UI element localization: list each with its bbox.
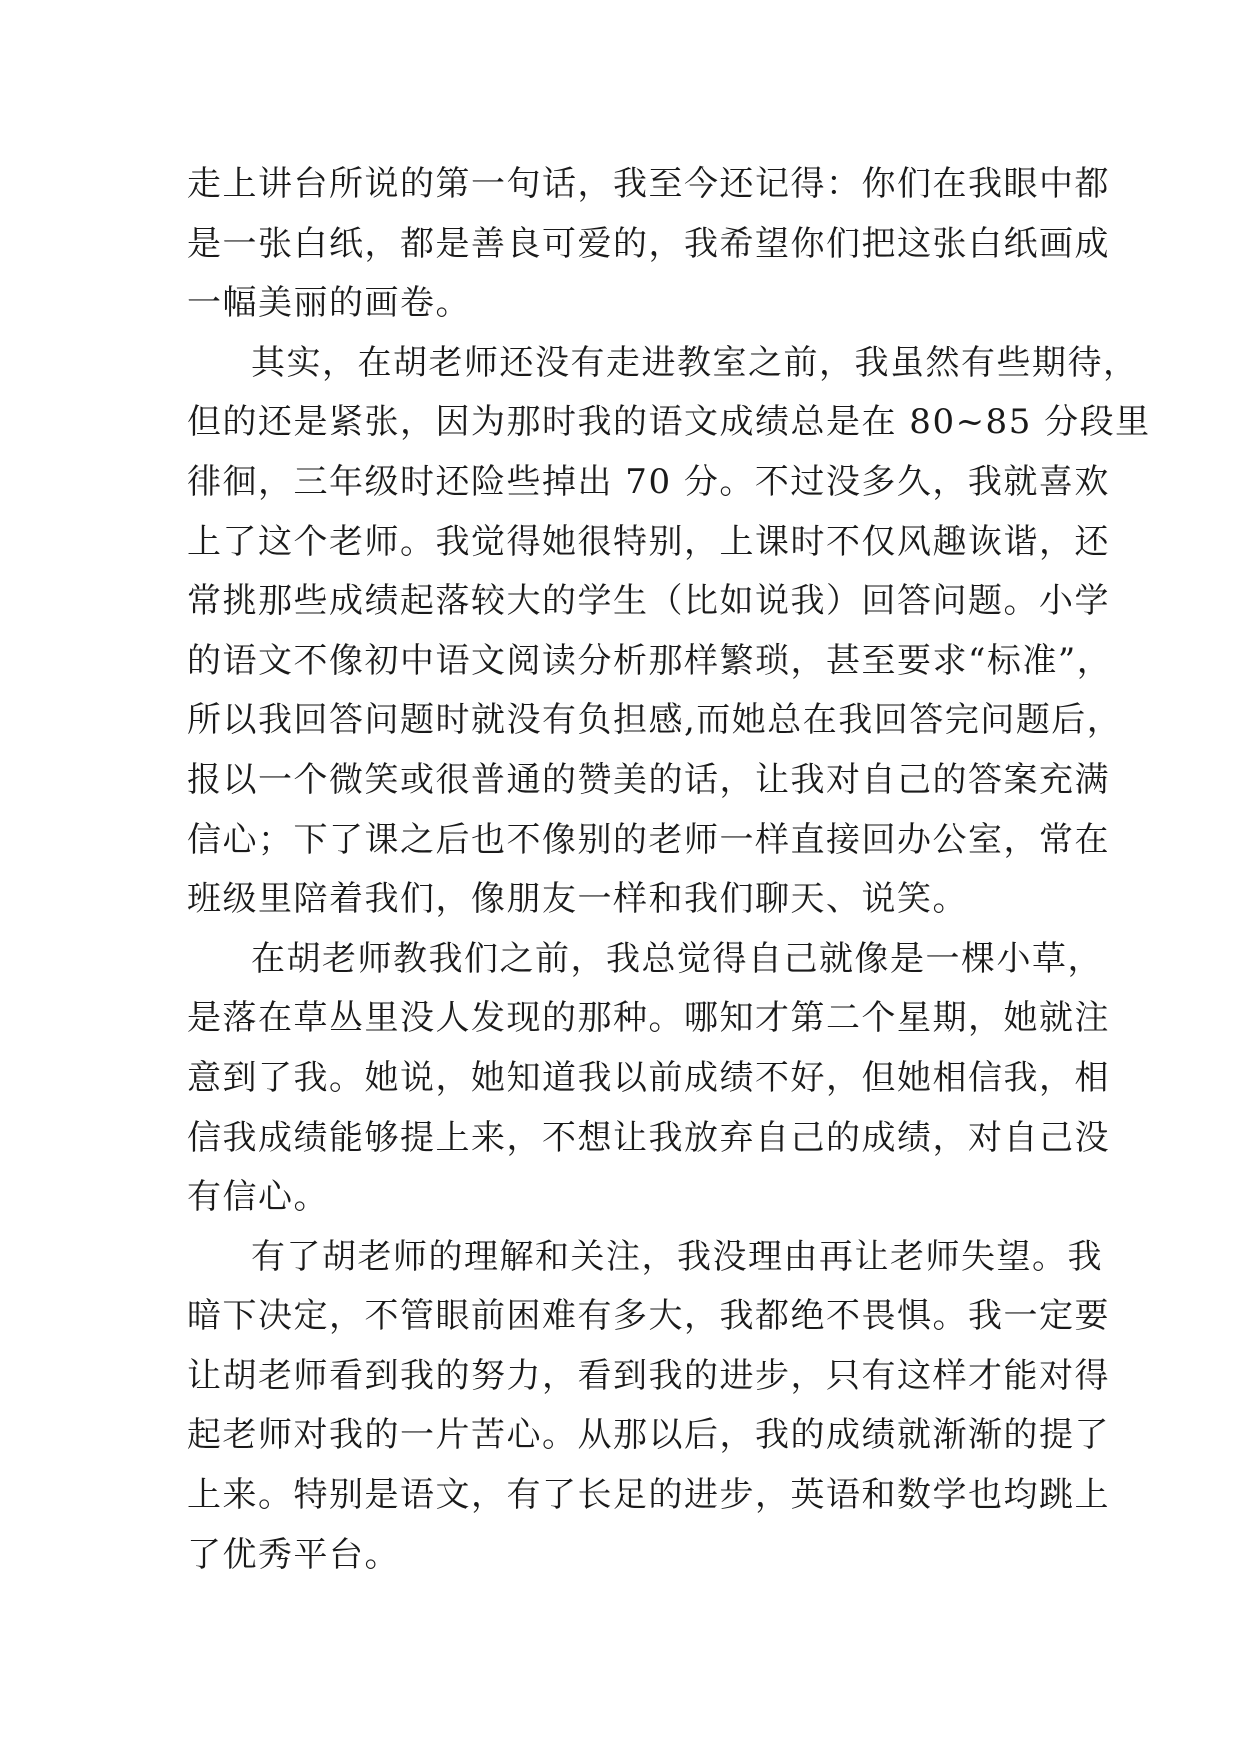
text-line: 信我成绩能够提上来，不想让我放弃自己的成绩，对自己没 bbox=[187, 1117, 1110, 1158]
text-line: 所以我回答问题时就没有负担感,而她总在我回答完问题后， bbox=[187, 700, 1123, 741]
text-line: 意到了我。她说，她知道我以前成绩不好，但她相信我，相 bbox=[187, 1057, 1110, 1098]
text-line: 了优秀平台。 bbox=[187, 1534, 400, 1575]
text-line: 在胡老师教我们之前，我总觉得自己就像是一棵小草， bbox=[251, 938, 1103, 979]
body-text bbox=[187, 155, 1151, 1585]
text-line: 其实，在胡老师还没有走进教室之前，我虽然有些期待， bbox=[251, 342, 1139, 383]
text-line: 的语文不像初中语文阅读分析那样繁琐，甚至要求“标准”， bbox=[187, 640, 1113, 681]
text-line: 常挑那些成绩起落较大的学生（比如说我）回答问题。小学 bbox=[187, 581, 1110, 622]
text-line: 是一张白纸，都是善良可爱的，我希望你们把这张白纸画成 bbox=[187, 223, 1110, 264]
text-line: 一幅美丽的画卷。 bbox=[187, 283, 471, 324]
text-line: 是落在草丛里没人发现的那种。哪知才第二个星期，她就注 bbox=[187, 998, 1110, 1039]
text-line: 有了胡老师的理解和关注，我没理由再让老师失望。我 bbox=[251, 1236, 1103, 1277]
text-line: 有信心。 bbox=[187, 1177, 329, 1218]
text-line: 信心；下了课之后也不像别的老师一样直接回办公室，常在 bbox=[187, 819, 1110, 860]
text-line: 让胡老师看到我的努力，看到我的进步，只有这样才能对得 bbox=[187, 1355, 1110, 1396]
text-line: 班级里陪着我们，像朋友一样和我们聊天、说笑。 bbox=[187, 879, 968, 920]
text-line: 上了这个老师。我觉得她很特别，上课时不仅风趣诙谐，还 bbox=[187, 521, 1110, 562]
text-line: 报以一个微笑或很普通的赞美的话，让我对自己的答案充满 bbox=[187, 759, 1110, 800]
text-line: 但的还是紧张，因为那时我的语文成绩总是在 80~85 分段里 bbox=[187, 402, 1151, 443]
text-line: 上来。特别是语文，有了长足的进步，英语和数学也均跳上 bbox=[187, 1475, 1110, 1516]
text-line: 起老师对我的一片苦心。从那以后，我的成绩就渐渐的提了 bbox=[187, 1415, 1110, 1456]
text-line: 徘徊，三年级时还险些掉出 70 分。不过没多久，我就喜欢 bbox=[187, 461, 1110, 502]
text-line: 暗下决定，不管眼前困难有多大，我都绝不畏惧。我一定要 bbox=[187, 1296, 1110, 1337]
text-line: 走上讲台所说的第一句话，我至今还记得：你们在我眼中都 bbox=[187, 164, 1110, 204]
